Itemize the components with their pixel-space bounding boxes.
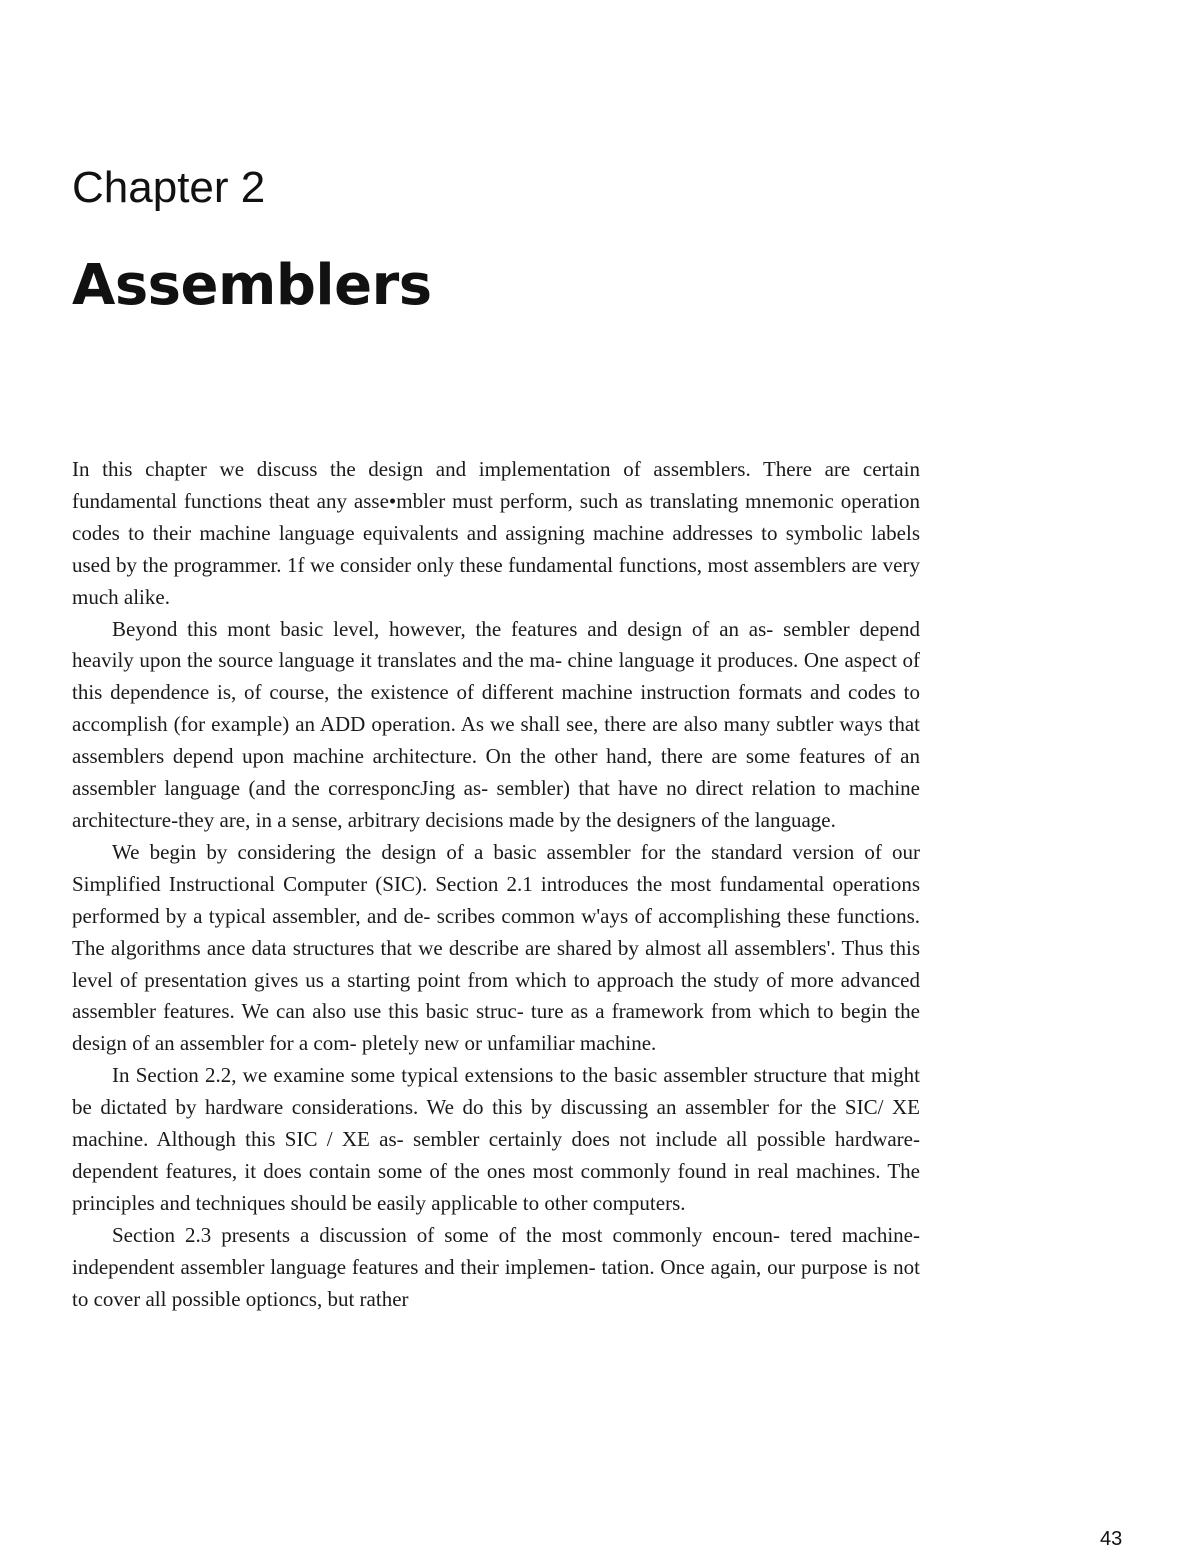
paragraph-source-language: Beyond this mont basic level, however, the features and design of an as- sembler depend heavily upon the source language it translates and the ma- chine language it produces. One aspect of this dependence is, of course, the existence of different machine instruction formats and codes to accomplish (for example) an ADD operation. As we shall see, there are also many subtler ways that assemblers depend upon machine architecture. On the other hand, there are some features of an assembler language (and the corresponcJing as- sembler) that have no direct relation to machine architecture-they are, in a sense, arbitrary decisions made by the designers of the language. [72,616,920,832]
paragraph-basic-assembler: We begin by considering the design of a basic assembler for the standard version of our Simplified Instructional Computer (SIC). Section 2.1 introduces the most fundamental operations performed by a typical assembler, and de- scribes common w'ays of accomplishing these functions. The algorithms ance data structures that we describe are shared by almost all assemblers'. Thus this level of presentation gives us a starting point from which to approach the study of more advanced assembler features. We can also use this basic struc- ture as a framework from which to begin the design of an assembler for a com- pletely new or unfamiliar machine. [72,839,920,1056]
chapter-label: Chapter 2 [72,163,266,212]
body-text [72,454,920,1315]
paragraph-section-2-2: In Section 2.2, we examine some typical extensions to the basic assembler structure that might be dictated by hardware considerations. We do this by discussing an assembler for the SIC/ XE machine. Although this SIC / XE as- sembler certainly does not include all possible hardware-dependent features, it does contain some of the ones most commonly found in real machines. The principles and techniques should be easily applicable to other computers. [72,1063,920,1215]
chapter-title: Assemblers [72,253,432,318]
paragraph-intro: In this chapter we discuss the design and implementation of assemblers. There are certain fundamental functions theat any asse•mbler must perform, such as translating mnemonic operation codes to their machine language equivalents and assigning machine addresses to symbolic labels used by the programmer. 1f we consider only these fundamental functions, most assemblers are very much alike. [72,457,920,609]
page-number: 43 [1100,1528,1123,1550]
paragraph-section-2-3: Section 2.3 presents a discussion of some of the most commonly encoun- tered machine-independent assembler language features and their implemen- tation. Once again, our purpose is not to cover all possible optioncs, but rather [72,1222,920,1311]
